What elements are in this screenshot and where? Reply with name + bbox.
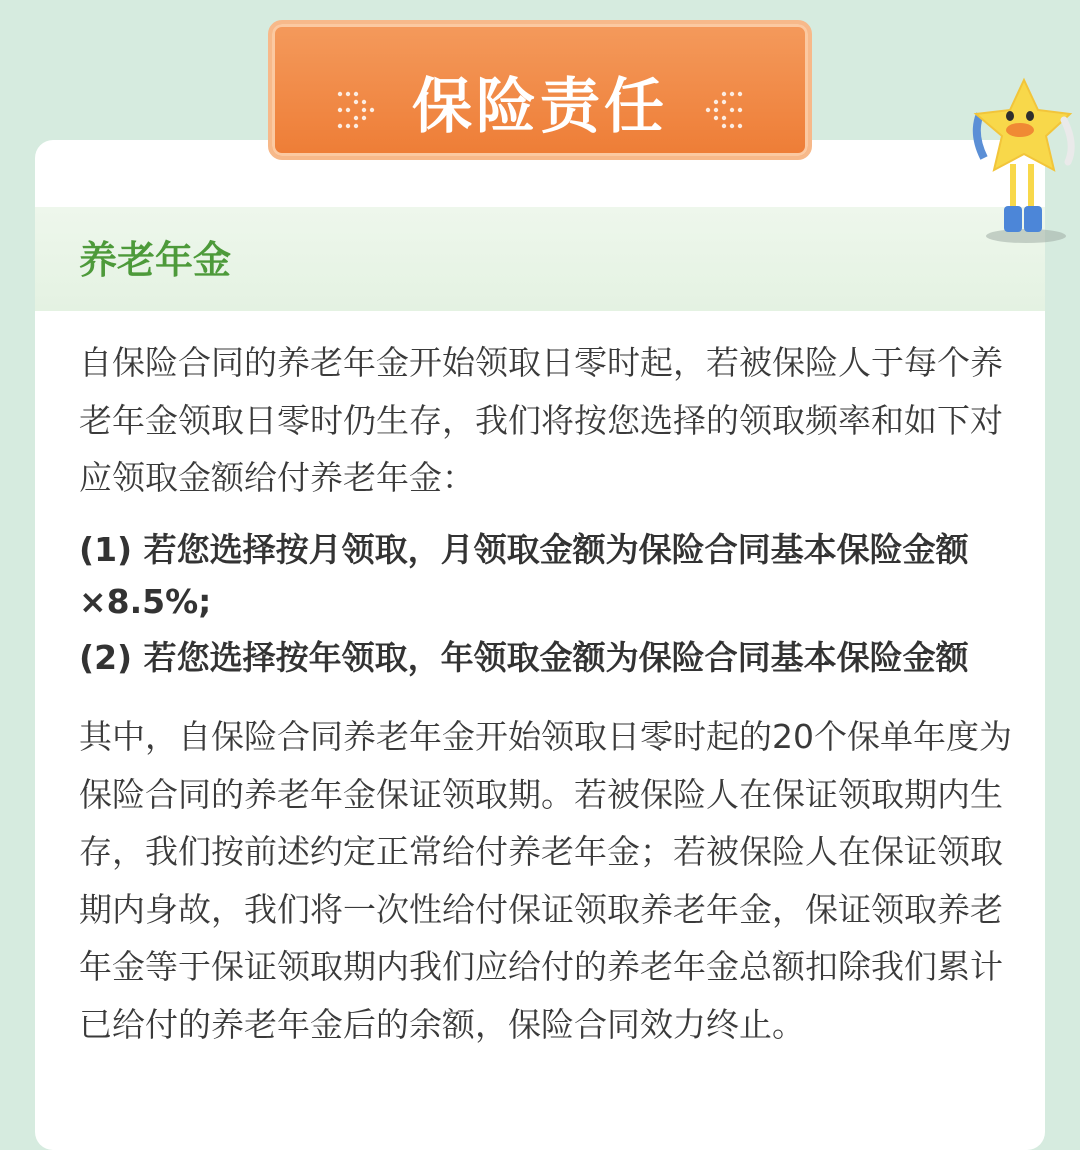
yellow-star-mascot-icon: [966, 74, 1080, 246]
section-title: 养老年金: [79, 238, 232, 282]
section-header: [35, 207, 1045, 311]
title-banner: [268, 20, 812, 160]
content-card: [35, 140, 1045, 1150]
banner-title: 保险责任: [412, 72, 668, 142]
intro-paragraph: 自保险合同的养老年金开始领取日零时起，若被保险人于每个养老年金领取日零时仍生存，我们将按您选择的领取频率和如下对应领取金额给付养老年金：: [79, 343, 1003, 497]
option-monthly: (1) 若您选择按月领取，月领取金额为保险合同基本保险金额×8.5%;: [79, 530, 969, 621]
dotted-arrow-left-icon: [700, 86, 746, 132]
guarantee-paragraph: 其中，自保险合同养老年金开始领取日零时起的20个保单年度为保险合同的养老年金保证领取期。若被保险人在保证领取期内生存，我们按前述约定正常给付养老年金；若被保险人在保证领取期内身故，我们将一次性给付保证领取养老年金，保证领取养老年金等于保证领取期内我们应给付的养老年金总额扣除我们累计已给付的养老年金后的余额，保险合同效力终止。: [79, 717, 1012, 1044]
option-yearly: (2) 若您选择按年领取，年领取金额为保险合同基本保险金额: [79, 638, 969, 677]
